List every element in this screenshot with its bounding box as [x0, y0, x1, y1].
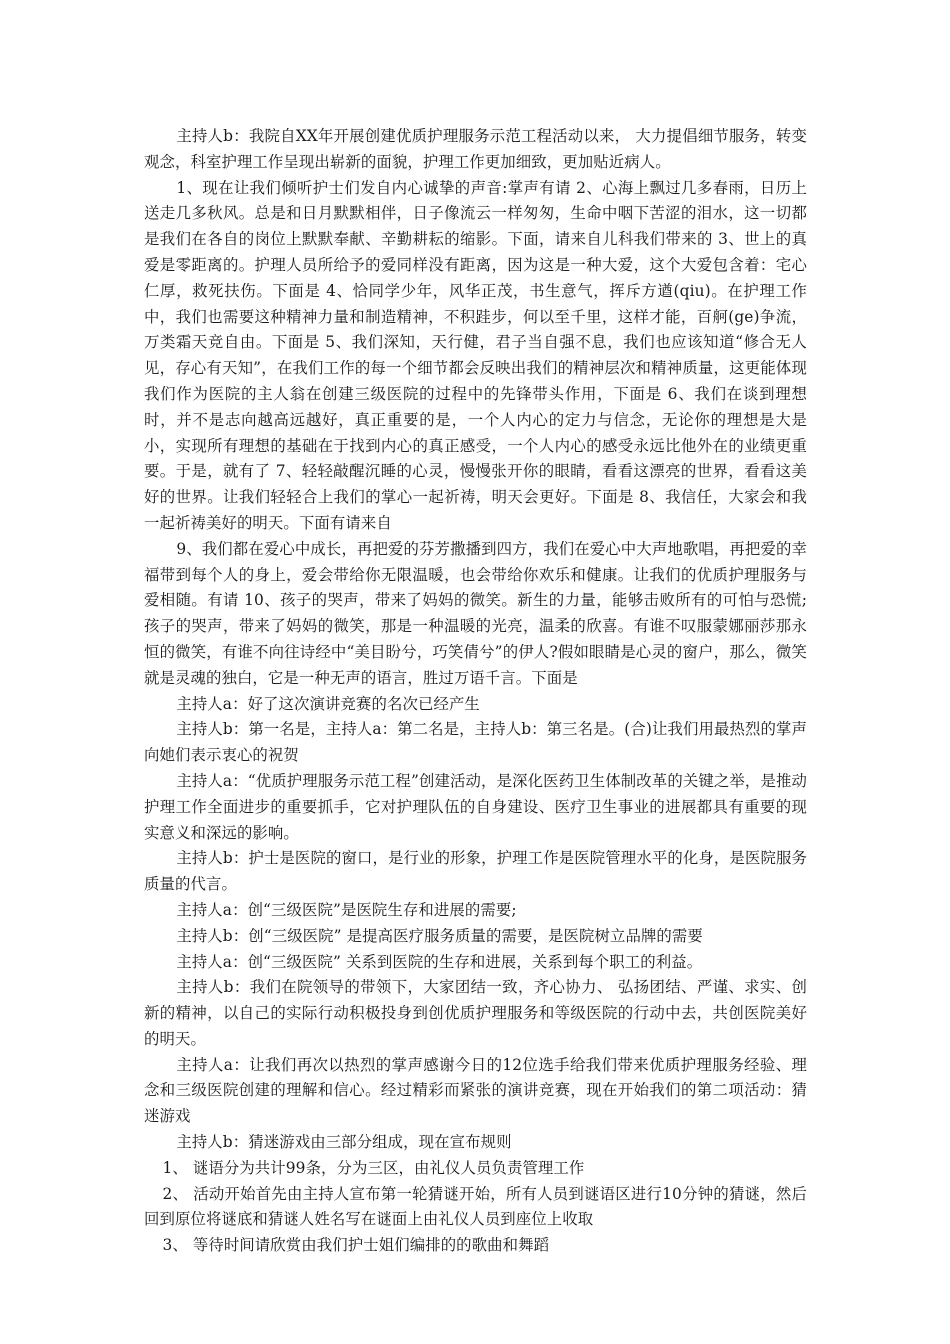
rule-item-1: 1、 谜语分为共计99条，分为三区，由礼仪人员负责管理工作: [162, 1158, 585, 1177]
paragraph-host-a-tier3-need: 主持人a：创“三级医院”是医院生存和进展的需要;: [176, 900, 517, 919]
paragraph-host-b-rankings: 主持人b：第一名是，主持人a：第二名是，主持人b：第三名是。(合)让我们用最热烈的掌声向她们表示衷心的祝贺: [144, 720, 807, 765]
paragraph-speeches-9-10: 9、我们都在爱心中成长，再把爱的芬芳撒播到四方，我们在爱心中大声地歌唱，再把爱的幸福带到每个人的身上，爱会带给你无限温暖，也会带给你欢乐和健康。让我们的优质护理服务与爱相随。有请 10、孩子的哭声，带来了妈妈的微笑。新生的力量，能够击败所有的可怕与恐慌;孩子的哭声，带来了妈妈的微笑，那是一种温暖的光亮，温柔的欣喜。有谁不叹服蒙娜丽莎那永恒的微笑，有谁不向往诗经中“美目盼兮，巧笑倩兮”的伊人?假如眼睛是心灵的窗户，那么，微笑就是灵魂的独白，它是一种无声的语言，胜过万语千言。下面是: [144, 539, 807, 687]
paragraph-host-a-program: 主持人a：“优质护理服务示范工程”创建活动，是深化医药卫生体制改革的关键之举，是推动护理工作全面进步的重要抓手，它对护理队伍的自身建设、医疗卫生事业的进展都具有重要的现实意义和深远的影响。: [144, 771, 807, 842]
paragraph-host-b-rules: 主持人b：猜迷游戏由三部分组成，现在宣布规则: [176, 1133, 512, 1152]
paragraph-host-b-nurses: 主持人b：护士是医院的窗口，是行业的形象，护理工作是医院管理水平的化身，是医院服务质量的代言。: [144, 849, 807, 894]
rule-item-3: 3、 等待时间请欣赏由我们护士姐们编排的的歌曲和舞蹈: [162, 1236, 550, 1255]
paragraph-host-a-tier3-interest: 主持人a：创“三级医院” 关系到医院的生存和进展，关系到每个职工的利益。: [176, 952, 703, 971]
rule-item-2: 2、 活动开始首先由主持人宣布第一轮猜谜开始，所有人员到谜语区进行10分钟的猜谜，然后回到原位将谜底和猜谜人姓名写在谜面上由礼仪人员到座位上收取: [144, 1184, 807, 1229]
paragraph-speeches-1-8: 1、现在让我们倾听护士们发自内心诚挚的声音:掌声有请 2、心海上飘过几多春雨，日历上送走几多秋风。总是和日月默默相伴，日子像流云一样匆匆，生命中咽下苦涩的泪水，这一切都是我们在各自的岗位上默默奉献、辛勤耕耘的缩影。下面，请来自儿科我们带来的 3、世上的真爱是零距离的。护理人员所给予的爱同样没有距离，因为这是一种大爱，这个大爱包含着：宅心仁厚，救死扶伤。下面是 4、恰同学少年，风华正茂，书生意气，挥斥方遒(qiu)。在护理工作中，我们也需要这种精神力量和制造精神，不积跬步，何以至千里，这样才能，百舸(ge)争流，万类霜天竞自由。下面是 5、我们深知，天行健，君子当自强不息，我们也应该知道“修合无人见，存心有天知”，在我们工作的每一个细节都会反映出我们的精神层次和精神质量，这更能体现我们作为医院的主人翁在创建三级医院的过程中的先锋带头作用，下面是 6、我们在谈到理想时，并不是志向越高远越好，真正重要的是，一个人内心的定力与信念，无论你的理想是大是小，实现所有理想的基础在于找到内心的真正感受，一个人内心的感受永远比他外在的业绩更重要。于是，就有了 7、轻轻敲醒沉睡的心灵，慢慢张开你的眼睛，看看这漂亮的世界，看看这美好的世界。让我们轻轻合上我们的掌心一起祈祷，明天会更好。下面是 8、我信任，大家会和我一起祈祷美好的明天。下面有请来自: [144, 178, 807, 532]
paragraph-host-b-intro: 主持人b：我院自XX年开展创建优质护理服务示范工程活动以来， 大力提倡细节服务，转变观念，科室护理工作呈现出崭新的面貌，护理工作更加细致，更加贴近病人。: [144, 127, 807, 171]
paragraph-host-a-results: 主持人a：好了这次演讲竞赛的名次已经产生: [176, 694, 480, 713]
paragraph-host-b-unity: 主持人b：我们在院领导的带领下，大家团结一致，齐心协力、 弘扬团结、严谨、求实、创新的精神，以自己的实际行动积极投身到创优质护理服务和等级医院的行动中去，共创医院美好的明天。: [144, 978, 807, 1048]
document-body: [144, 124, 807, 1259]
paragraph-host-b-tier3-quality: 主持人b：创“三级医院” 是提高医疗服务质量的需要，是医院树立品牌的需要: [176, 926, 703, 945]
paragraph-host-a-thanks: 主持人a：让我们再次以热烈的掌声感谢今日的12位选手给我们带来优质护理服务经验、理念和三级医院创建的理解和信心。经过精彩而紧张的演讲竞赛，现在开始我们的第二项活动：猜迷游戏: [144, 1055, 807, 1126]
